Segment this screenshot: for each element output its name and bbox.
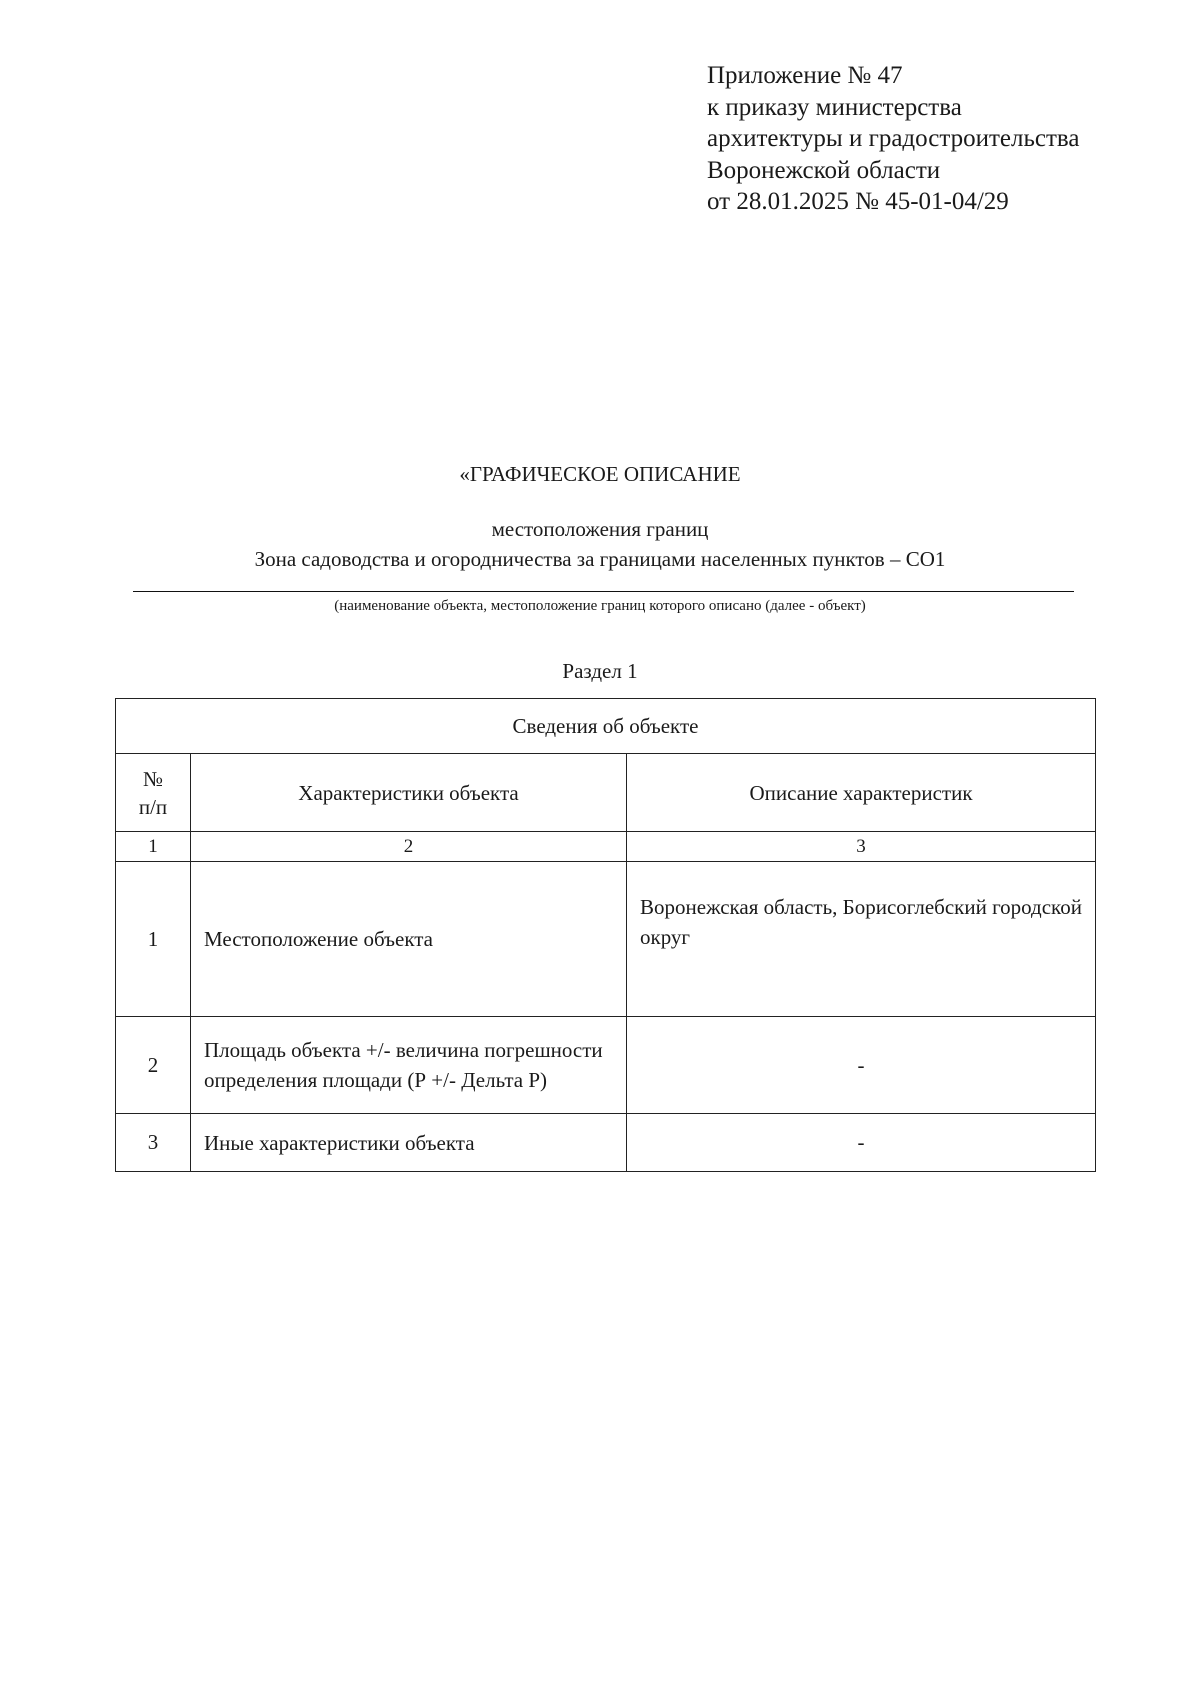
column-index-row xyxy=(116,832,1096,862)
row-characteristic: Иные характеристики объекта xyxy=(191,1114,627,1172)
row-description: Воронежская область, Борисоглебский городской округ xyxy=(627,862,1096,1017)
table-row xyxy=(116,862,1096,1017)
table-caption: Сведения об объекте xyxy=(116,699,1096,754)
object-name: Зона садоводства и огородничества за границами населенных пунктов – СО1 xyxy=(254,547,946,571)
appendix-line-order: к приказу министерства xyxy=(707,93,962,121)
row-description: - xyxy=(627,1114,1096,1172)
header-number-symbol: № xyxy=(142,766,164,791)
appendix-line-number: Приложение № 47 xyxy=(707,62,903,89)
document-subtitle: местоположения границ xyxy=(491,517,709,541)
appendix-line-date: от 28.01.2025 № 45-01-04/29 xyxy=(707,188,1009,215)
header-number xyxy=(116,754,191,832)
table-row xyxy=(116,1017,1096,1114)
table-header-row xyxy=(116,754,1096,832)
row-characteristic: Площадь объекта +/- величина погрешности определения площади (Р +/- Дельта Р) xyxy=(191,1017,627,1114)
header-characteristics: Характеристики объекта xyxy=(191,754,627,832)
object-info-table xyxy=(115,698,1096,1172)
table-row xyxy=(116,1114,1096,1172)
header-description: Описание характеристик xyxy=(627,754,1096,832)
column-index-2: 2 xyxy=(191,832,627,862)
row-number: 1 xyxy=(116,862,191,1017)
table-caption-row xyxy=(116,699,1096,754)
object-name-underline xyxy=(133,591,1074,592)
document-title: «ГРАФИЧЕСКОЕ ОПИСАНИЕ xyxy=(459,462,741,486)
column-index-1: 1 xyxy=(116,832,191,862)
underline-caption: (наименование объекта, местоположение границ которого описано (далее - объект) xyxy=(334,598,866,614)
row-number: 3 xyxy=(116,1114,191,1172)
section-label: Раздел 1 xyxy=(562,659,638,683)
appendix-header xyxy=(707,60,1177,218)
appendix-line-ministry: архитектуры и градостроительства xyxy=(707,125,1080,152)
appendix-line-region: Воронежской области xyxy=(707,156,941,184)
row-description: - xyxy=(627,1017,1096,1114)
header-number-abbrev: п/п xyxy=(138,794,168,819)
row-characteristic: Местоположение объекта xyxy=(191,862,627,1017)
row-number: 2 xyxy=(116,1017,191,1114)
column-index-3: 3 xyxy=(627,832,1096,862)
